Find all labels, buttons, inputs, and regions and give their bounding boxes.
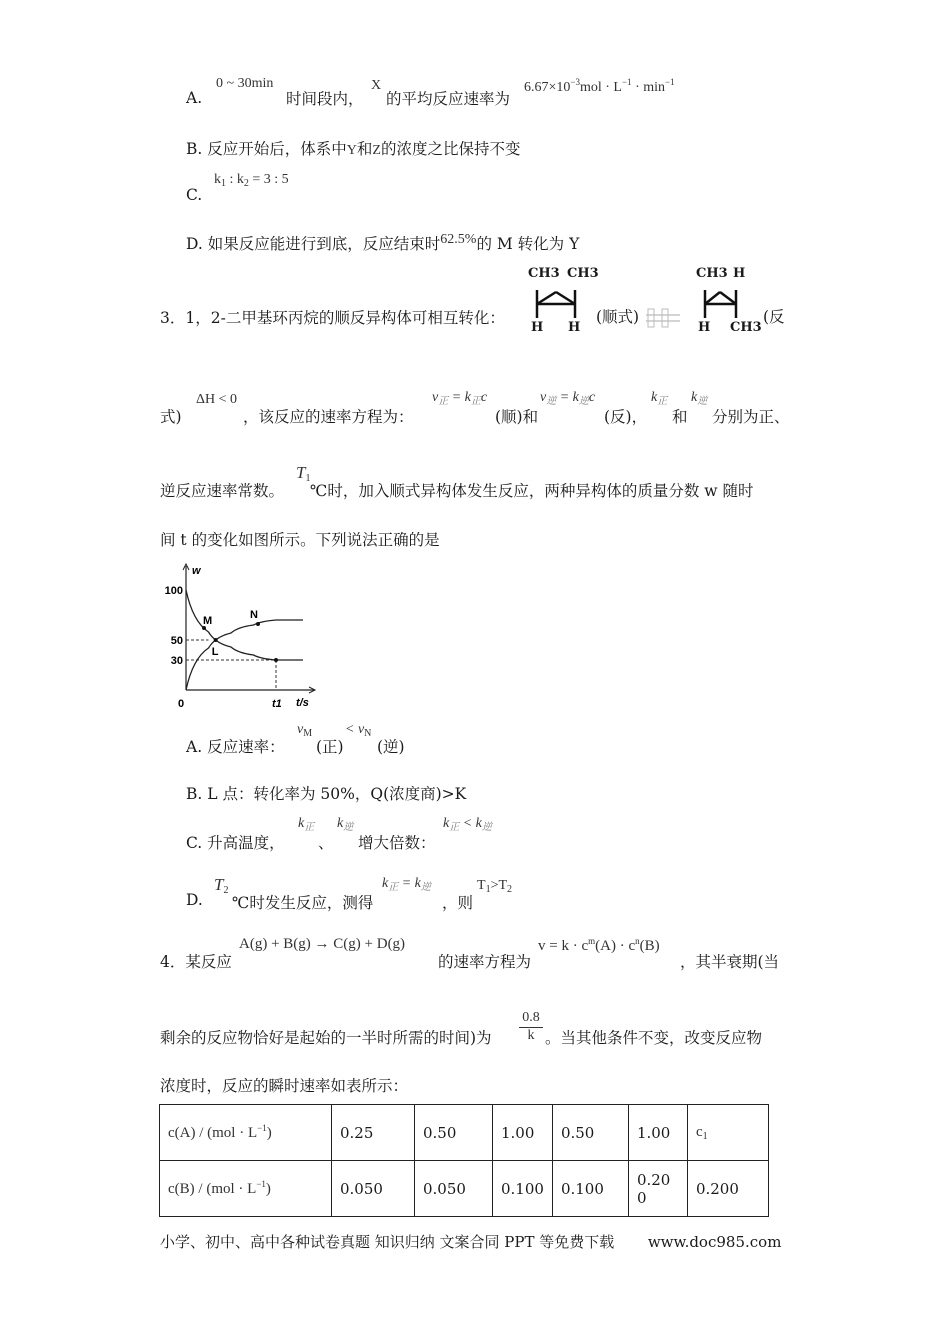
x-tick-label: t1 xyxy=(272,698,282,708)
point-label-n: N xyxy=(250,609,258,621)
q3-line3-start: 逆反应速率常数。 xyxy=(160,482,285,500)
q3-a-reverse: (逆) xyxy=(377,738,405,756)
cis-top-right: CH3 xyxy=(567,266,599,281)
q3-line2-text: ，该反应的速率方程为： xyxy=(243,408,414,426)
y-axis-label: w xyxy=(192,565,201,577)
half-life-fraction: 0.8 k xyxy=(519,1010,543,1044)
q4-line2b: 。当其他条件不变，改变反应物 xyxy=(545,1029,763,1047)
point-n xyxy=(256,622,260,626)
q2-a-text1: 时间段内， xyxy=(286,90,364,108)
table-cell: 0.50 xyxy=(415,1105,493,1161)
q3-c-text2: 增大倍数： xyxy=(358,834,436,852)
rate-eq-reverse: $v_逆 = k_逆c$ xyxy=(540,390,596,407)
table-cell: 0.200 xyxy=(687,1161,768,1217)
rate-eq-forward: $v_正 = k_正c$ xyxy=(432,390,488,407)
q4-start: 4．某反应 xyxy=(160,953,232,971)
trans-top-left: CH3 xyxy=(696,266,728,281)
footer-left: 小学、初中、高中各种试卷真题 知识归纳 文案合同 PPT 等免费下载 xyxy=(160,1233,615,1251)
table-cell: 0.50 xyxy=(552,1105,628,1161)
table-cell: 0.050 xyxy=(332,1161,415,1217)
bond xyxy=(537,292,556,304)
q3-c-kf: $k_正$ xyxy=(298,816,315,833)
delta-h: ΔH < 0 xyxy=(196,392,238,407)
q3-line4: 间 t 的变化如图所示。下列说法正确的是 xyxy=(160,531,440,549)
q3-option-c: C. 升高温度， xyxy=(186,834,285,852)
table-cell: 1.00 xyxy=(628,1105,687,1161)
q3-d-text2: ，则 xyxy=(442,894,474,912)
q3-line2-end: 分别为正、 xyxy=(712,408,790,426)
q3-option-b: B. L 点：转化率为 50%，Q(浓度商)>K xyxy=(186,785,467,803)
table-cell: 0.050 xyxy=(415,1161,493,1217)
q2-option-c: C. xyxy=(186,186,203,204)
q3-c-compare: $k_正 < k_逆$ xyxy=(443,816,492,833)
t2-symbol: $T_2$ xyxy=(214,875,229,896)
point-label-l: L xyxy=(211,646,219,658)
q4-text1: 的速率方程为 xyxy=(438,953,532,971)
trans-bottom-left: H xyxy=(698,320,711,335)
q3-a-vn: < $v_N$ xyxy=(345,722,372,739)
q4-rate-equation: $v = k \cdot c^m(A) \cdot c^n(B)$ xyxy=(538,936,660,954)
table-cell: 1.00 xyxy=(493,1105,553,1161)
trans-top-right: H xyxy=(733,266,746,281)
table-cell: 0.25 xyxy=(332,1105,415,1161)
bond xyxy=(556,292,575,304)
table-cell: $c_1$ xyxy=(687,1105,768,1161)
q3-option-a: A. 反应速率： xyxy=(186,738,285,756)
equilibrium-arrow-icon xyxy=(642,305,686,335)
cis-bottom-left: H xyxy=(531,320,544,335)
q3-line2-start: 式) xyxy=(160,408,182,426)
q3-option-d: D. xyxy=(186,891,203,909)
and-word: 和 xyxy=(672,408,688,426)
q2-a-text2: 的平均反应速率为 xyxy=(386,90,511,108)
q3-d-keq: $k_正 = k_逆$ xyxy=(382,876,431,893)
series-line-1 xyxy=(186,620,303,690)
rate-table xyxy=(159,1104,769,1217)
q2-a-rate: $6.67\times 10^{-3}mol \cdot L^{-1} \cdot \min^{-1}$ xyxy=(524,77,675,95)
fan-label: (反)， xyxy=(604,408,648,426)
q2-option-b: B. 反应开始后，体系中Y和Z的浓度之比保持不变 xyxy=(186,140,521,158)
footer xyxy=(160,1231,781,1252)
point-label-m: M xyxy=(203,615,213,627)
q4-line3: 浓度时，反应的瞬时速率如表所示： xyxy=(160,1077,409,1095)
q2-c-ratio: $k_1$ : $k_2 = 3$ : 5 xyxy=(214,172,289,189)
q2-a-time-range: 0 ~ 30min xyxy=(216,76,274,91)
table-cell: 0.100 xyxy=(493,1161,553,1217)
table-row xyxy=(160,1161,769,1217)
q3-a-forward: (正) xyxy=(316,738,344,756)
q3-d-text1: ℃时发生反应，测得 xyxy=(232,894,374,912)
trans-label: (反 xyxy=(763,308,785,326)
footer-url: www.doc985.com xyxy=(647,1233,782,1251)
cis-label: (顺式) xyxy=(596,308,640,326)
bond xyxy=(705,292,720,304)
cis-top-left: CH3 xyxy=(528,266,560,281)
row-label-cb: $c(B) / (mol \cdot L^{-1})$ xyxy=(160,1161,332,1217)
q3-c-kr: $k_逆$ xyxy=(337,816,354,833)
trans-bottom-right: CH3 xyxy=(730,320,762,335)
y-tick-label: 100 xyxy=(164,585,183,597)
q2-a-var: X xyxy=(371,78,382,93)
k-forward: $k_正$ xyxy=(651,390,668,407)
bond xyxy=(720,292,736,304)
q3-a-vm: $v_M$ xyxy=(297,722,313,739)
q2-option-d: D. 如果反应能进行到底，反应结束时62.5%的 M 转化为 Y xyxy=(186,232,580,253)
q4-reaction-equation: A(g) + B(g) → C(g) + D(g) xyxy=(239,936,406,952)
table-row xyxy=(160,1105,769,1161)
k-reverse: $k_逆$ xyxy=(691,390,708,407)
q3-intro: 3．1，2-二甲基环丙烷的顺反异构体可相互转化： xyxy=(160,309,505,327)
t1-symbol: $T_1$ xyxy=(296,463,311,484)
shun-and: (顺)和 xyxy=(495,408,539,426)
point-l xyxy=(214,638,218,642)
cis-bottom-right: H xyxy=(568,320,581,335)
y-tick-label: 30 xyxy=(170,655,183,667)
point-t1 xyxy=(274,658,278,662)
x-axis-label: t/s xyxy=(296,697,309,708)
q2-option-a: A. xyxy=(186,89,203,107)
table-cell: 0.100 xyxy=(552,1161,628,1217)
q3-line3-text: ℃时，加入顺式异构体发生反应，两种异构体的质量分数 w 随时 xyxy=(310,482,754,500)
row-label-ca: $c(A) / (mol \cdot L^{-1})$ xyxy=(160,1105,332,1161)
q3-c-sep: 、 xyxy=(318,834,334,852)
table-cell: 0.200 xyxy=(628,1161,687,1217)
mass-fraction-chart xyxy=(160,560,320,708)
q3-d-temp-compare: $T_1>T_2$ xyxy=(477,878,513,895)
q4-text2: ，其半衰期(当 xyxy=(680,953,780,971)
x-tick-label: 0 xyxy=(178,698,185,708)
y-tick-label: 50 xyxy=(170,635,183,647)
q4-line2a: 剩余的反应物恰好是起始的一半时所需的时间)为 xyxy=(160,1029,492,1047)
